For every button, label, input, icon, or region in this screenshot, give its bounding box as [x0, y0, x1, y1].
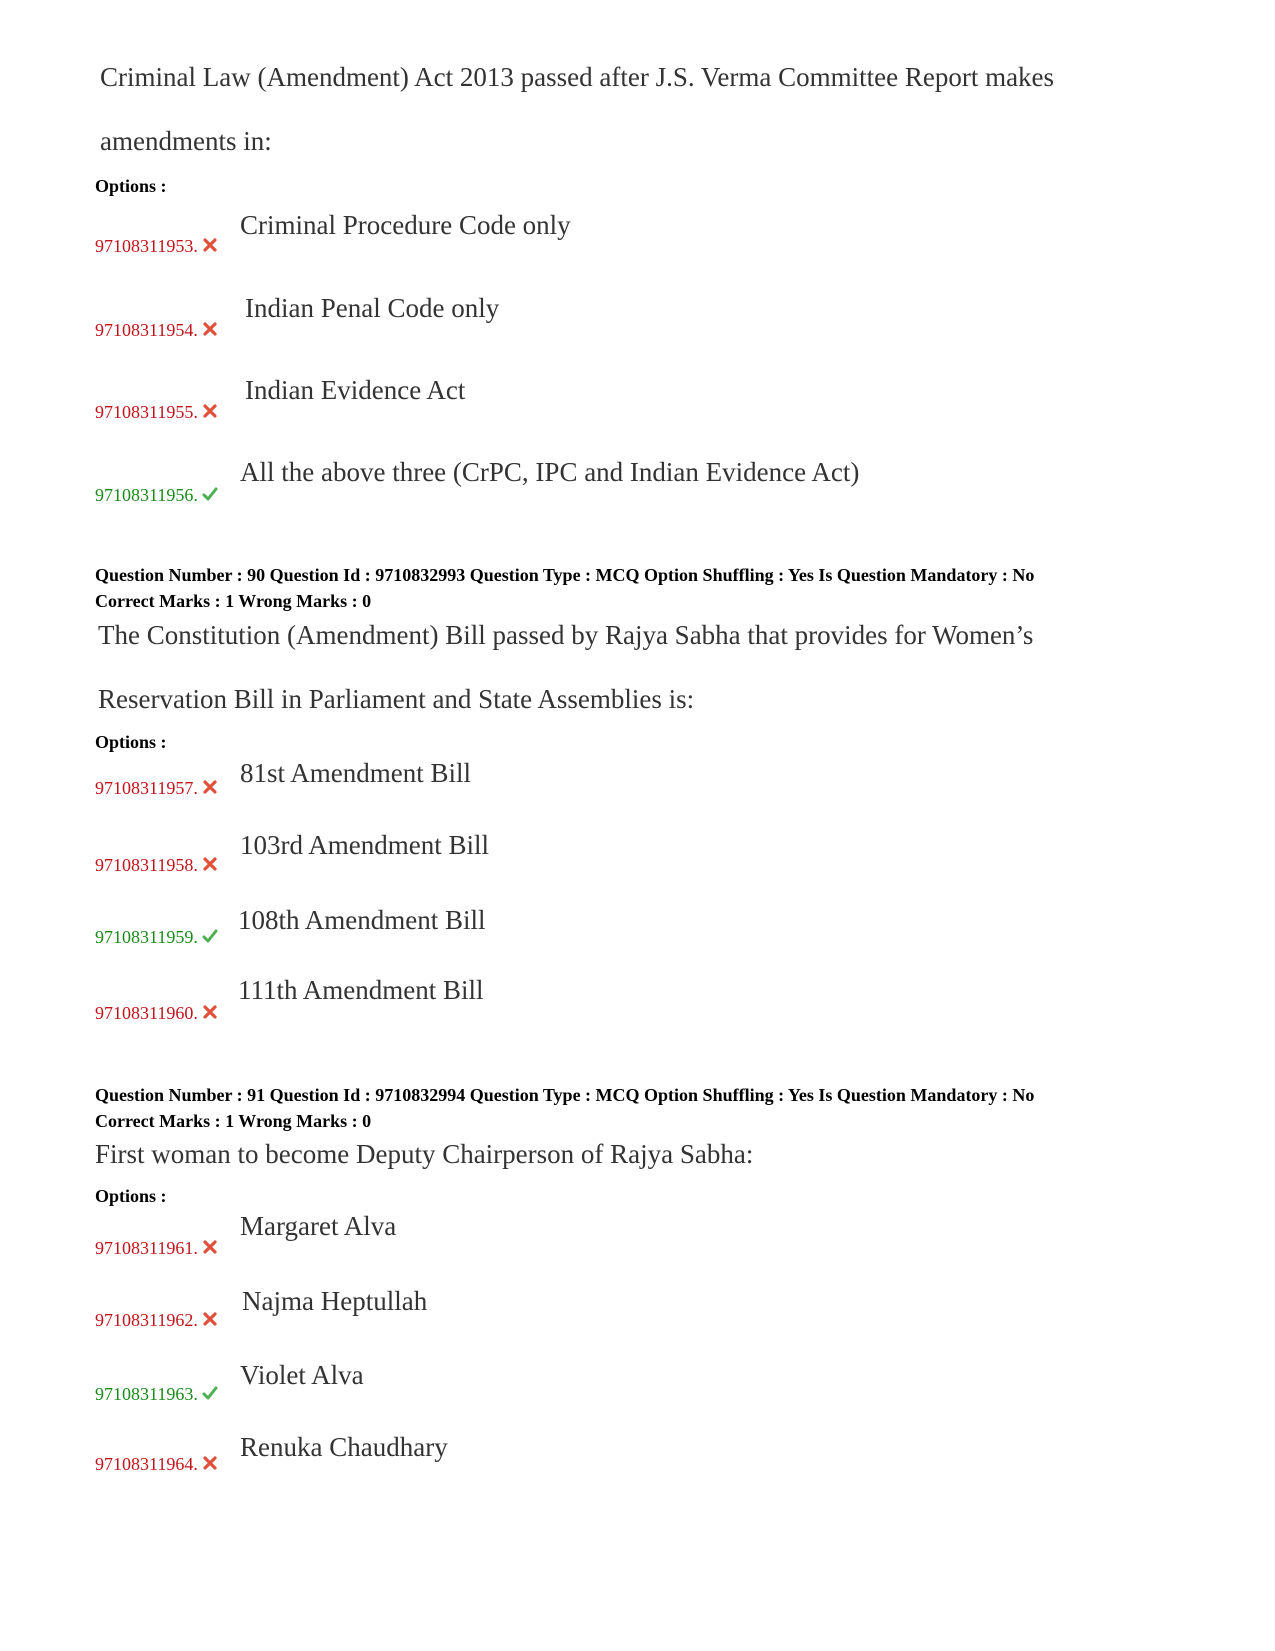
option-id: 97108311955.: [95, 402, 218, 423]
cross-icon: [202, 1004, 218, 1020]
option-id: 97108311957.: [95, 778, 218, 799]
option-text: 103rd Amendment Bill: [240, 830, 489, 860]
option-id: 97108311963.: [95, 1384, 218, 1405]
checkmark-icon: [202, 928, 218, 944]
options-label: Options :: [95, 732, 167, 752]
cross-icon: [202, 237, 218, 253]
option-id: 97108311961.: [95, 1238, 218, 1259]
cross-icon: [202, 403, 218, 419]
question-89-text-line2: amendments in:: [100, 126, 272, 156]
cross-icon: [202, 1239, 218, 1255]
option-text: All the above three (CrPC, IPC and Indian Evidence Act): [240, 457, 860, 487]
option-text: Violet Alva: [240, 1360, 364, 1390]
option-id: 97108311956.: [95, 485, 218, 506]
option-id: 97108311962.: [95, 1310, 218, 1331]
option-id: 97108311964.: [95, 1454, 218, 1475]
question-91-text-line1: First woman to become Deputy Chairperson of Rajya Sabha:: [95, 1139, 754, 1169]
question-91-meta: Question Number : 91 Question Id : 9710832994 Question Type : MCQ Option Shuffling : Yes Is Question Mandatory : No: [95, 1085, 1035, 1105]
option-id: 97108311959.: [95, 927, 218, 948]
option-id: 97108311958.: [95, 855, 218, 876]
option-text: 108th Amendment Bill: [238, 905, 486, 935]
checkmark-icon: [202, 486, 218, 502]
options-label: Options :: [95, 1186, 167, 1206]
checkmark-icon: [202, 1385, 218, 1401]
question-90-text-line1: The Constitution (Amendment) Bill passed by Rajya Sabha that provides for Women’s: [98, 620, 1034, 650]
cross-icon: [202, 1455, 218, 1471]
question-90-meta: Question Number : 90 Question Id : 9710832993 Question Type : MCQ Option Shuffling : Yes Is Question Mandatory : No: [95, 565, 1035, 585]
option-text: Margaret Alva: [240, 1211, 397, 1241]
cross-icon: [202, 321, 218, 337]
option-id: 97108311954.: [95, 320, 218, 341]
question-89-text-line1: Criminal Law (Amendment) Act 2013 passed after J.S. Verma Committee Report makes: [100, 62, 1055, 92]
option-text: Najma Heptullah: [242, 1286, 428, 1316]
cross-icon: [202, 1311, 218, 1327]
cross-icon: [202, 856, 218, 872]
option-text: Criminal Procedure Code only: [240, 210, 571, 240]
options-label: Options :: [95, 176, 167, 196]
question-90-marks: Correct Marks : 1 Wrong Marks : 0: [95, 591, 372, 611]
question-91-marks: Correct Marks : 1 Wrong Marks : 0: [95, 1111, 372, 1131]
option-id: 97108311960.: [95, 1003, 218, 1024]
option-id: 97108311953.: [95, 236, 218, 257]
question-90-text-line2: Reservation Bill in Parliament and State Assemblies is:: [98, 684, 695, 714]
option-text: Indian Penal Code only: [245, 293, 500, 323]
option-text: Indian Evidence Act: [245, 375, 466, 405]
option-text: 111th Amendment Bill: [238, 975, 484, 1005]
option-text: 81st Amendment Bill: [240, 758, 472, 788]
option-text: Renuka Chaudhary: [240, 1432, 448, 1462]
cross-icon: [202, 779, 218, 795]
